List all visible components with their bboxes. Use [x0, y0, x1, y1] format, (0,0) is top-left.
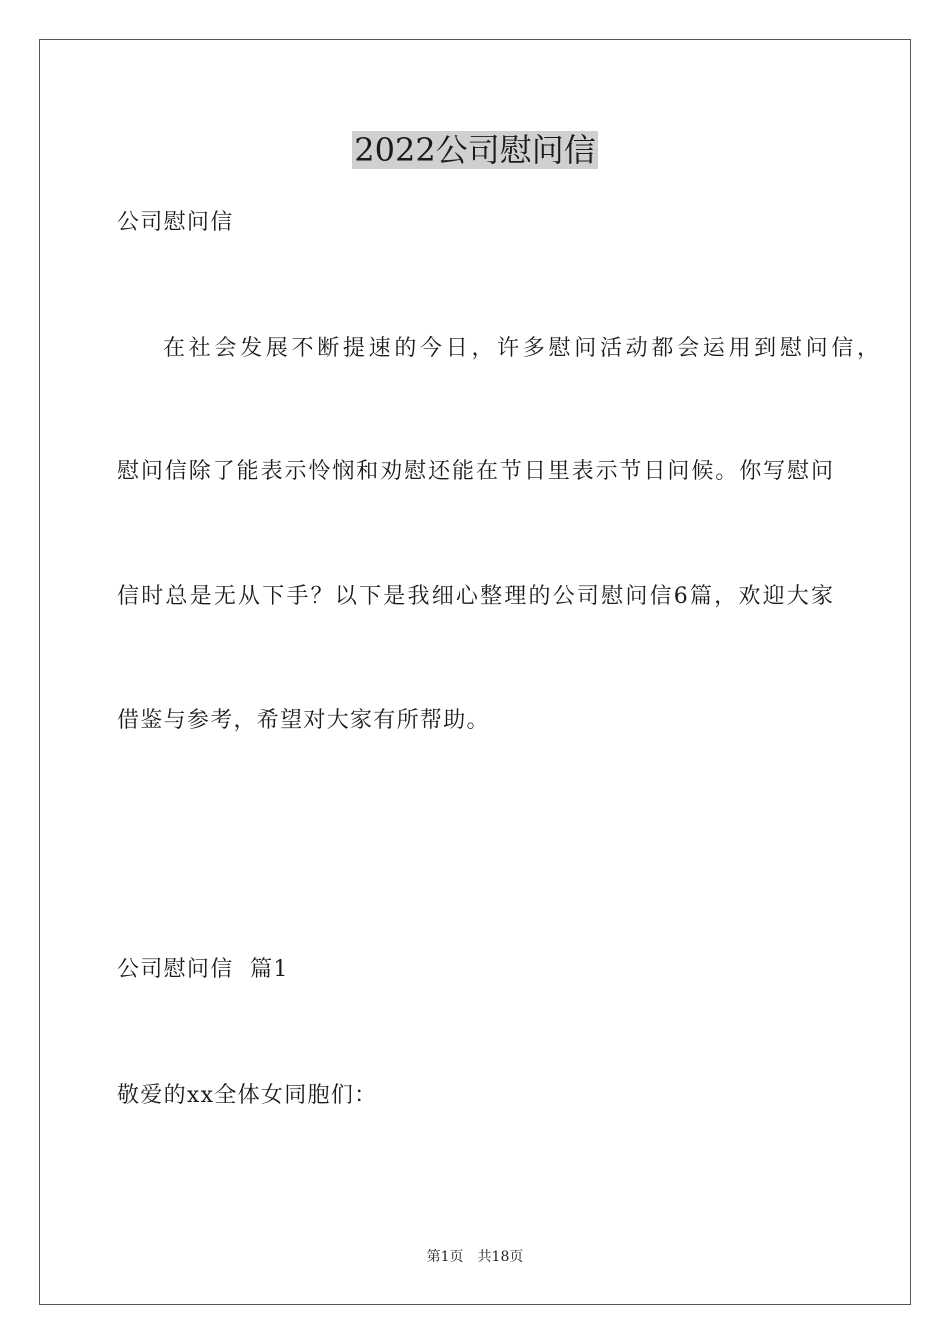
total-pages: 共18页: [477, 1249, 524, 1265]
document-title-text: 2022公司慰问信: [354, 131, 596, 169]
page-footer: [0, 1248, 950, 1266]
intro-line-1: 在社会发展不断提速的今日，许多慰问活动都会运用到慰问信，: [163, 336, 879, 361]
document-subtitle: 公司慰问信: [117, 210, 234, 235]
page-number: 第1页: [426, 1249, 464, 1265]
intro-line-3: 信时总是无从下手？以下是我细心整理的公司慰问信6篇，欢迎大家: [117, 584, 833, 609]
intro-line-4: 借鉴与参考，希望对大家有所帮助。: [117, 708, 490, 733]
document-title: [0, 128, 950, 172]
section-heading: 公司慰问信 篇1: [117, 957, 289, 982]
intro-line-2: 慰问信除了能表示怜悯和劝慰还能在节日里表示节日问候。你写慰问: [117, 459, 833, 484]
letter-greeting: 敬爱的xx全体女同胞们：: [117, 1083, 378, 1108]
